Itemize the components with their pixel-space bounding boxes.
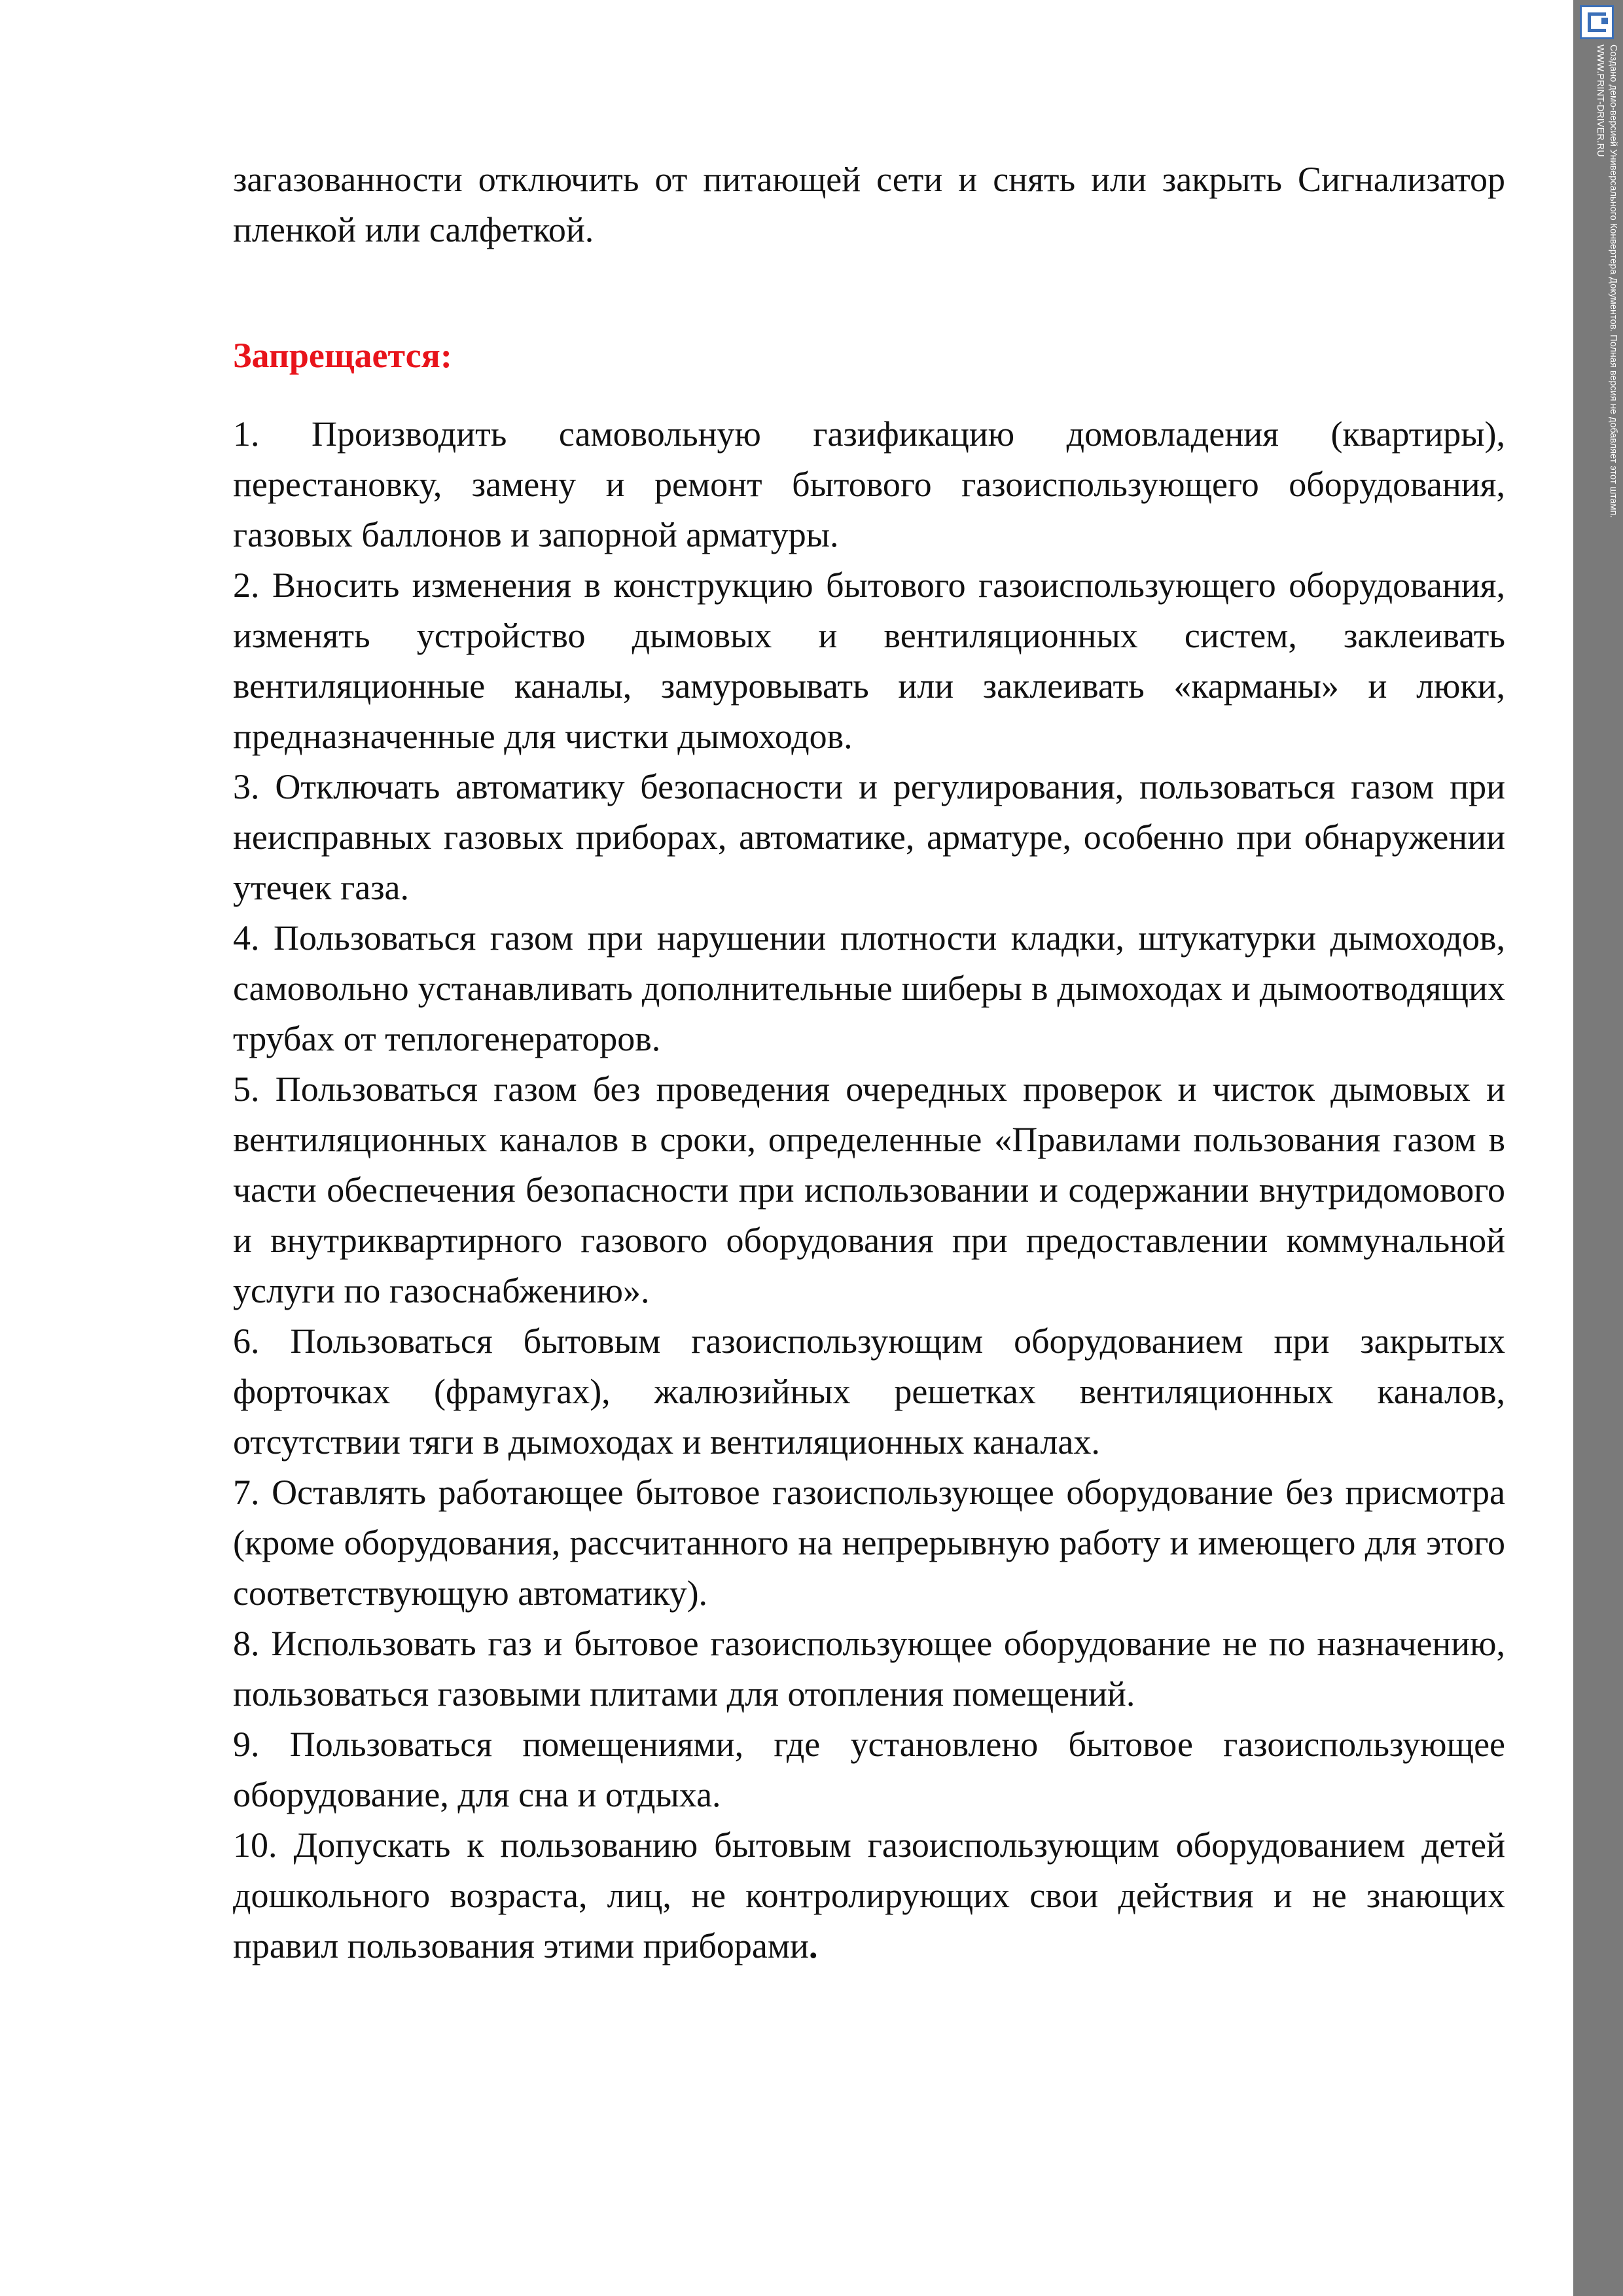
final-period: . [808, 1926, 818, 1965]
watermark-line-1: Создано демо-версией Универсального Конвертера Документов. Полная версия не добавляет этот штамп. [1608, 45, 1618, 518]
logo-dot [1601, 18, 1608, 24]
converter-logo-icon [1580, 5, 1614, 39]
list-item: 1. Производить самовольную газификацию домовладения (квартиры), перестановку, замену и ремонт бытового газоиспользующего оборудования, газовых баллонов и запорной арматуры. [233, 414, 1505, 554]
watermark-text [1594, 45, 1620, 518]
list-item-text: 10. Допускать к пользованию бытовым газоиспользующим оборудованием детей дошкольного возраста, лиц, не контролирующих свои действия и не знающих правил пользования этими приборами [233, 1825, 1505, 1965]
list-item: 7. Оставлять работающее бытовое газоиспользующее оборудование без присмотра (кроме оборудования, рассчитанного на непрерывную работу и имеющего для этого соответствующую автоматику). [233, 1473, 1505, 1613]
prohibitions-list [233, 409, 1505, 1971]
list-item: 2. Вносить изменения в конструкцию бытового газоиспользующего оборудования, изменять устройство дымовых и вентиляционных систем, заклеивать вентиляционные каналы, замуровывать или заклеивать «карманы» и люки, предназначенные для чистки дымоходов. [233, 565, 1505, 756]
list-item [233, 1820, 1505, 1971]
list-item: 8. Использовать газ и бытовое газоиспользующее оборудование не по назначению, пользоваться газовыми плитами для отопления помещений. [233, 1624, 1505, 1713]
watermark-line-2: WWW.PRINT-DRIVER.RU [1595, 45, 1605, 157]
list-item: 9. Пользоваться помещениями, где установлено бытовое газоиспользующее оборудование, для сна и отдыха. [233, 1725, 1505, 1814]
section-heading: Запрещается: [233, 336, 452, 375]
list-item: 4. Пользоваться газом при нарушении плотности кладки, штукатурки дымоходов, самовольно устанавливать дополнительные шиберы в дымоходах и дымоотводящих трубах от теплогенераторов. [233, 918, 1505, 1058]
list-item: 3. Отключать автоматику безопасности и регулирования, пользоваться газом при неисправных газовых приборах, автоматике, арматуре, особенно при обнаружении утечек газа. [233, 767, 1505, 907]
list-item: 6. Пользоваться бытовым газоиспользующим оборудованием при закрытых форточках (фрамугах), жалюзийных решетках вентиляционных каналов, отсутствии тяги в дымоходах и вентиляционных каналах. [233, 1321, 1505, 1462]
list-item: 5. Пользоваться газом без проведения очередных проверок и чисток дымовых и вентиляционных каналов в сроки, определенные «Правилами пользования газом в части обеспечения безопасности при использовании и содержании внутридомового и внутриквартирного газового оборудования при предоставлении коммунальной услуги по газоснабжению». [233, 1069, 1505, 1310]
intro-paragraph: загазованности отключить от питающей сети и снять или закрыть Сигнализатор пленкой или салфеткой. [233, 160, 1505, 249]
